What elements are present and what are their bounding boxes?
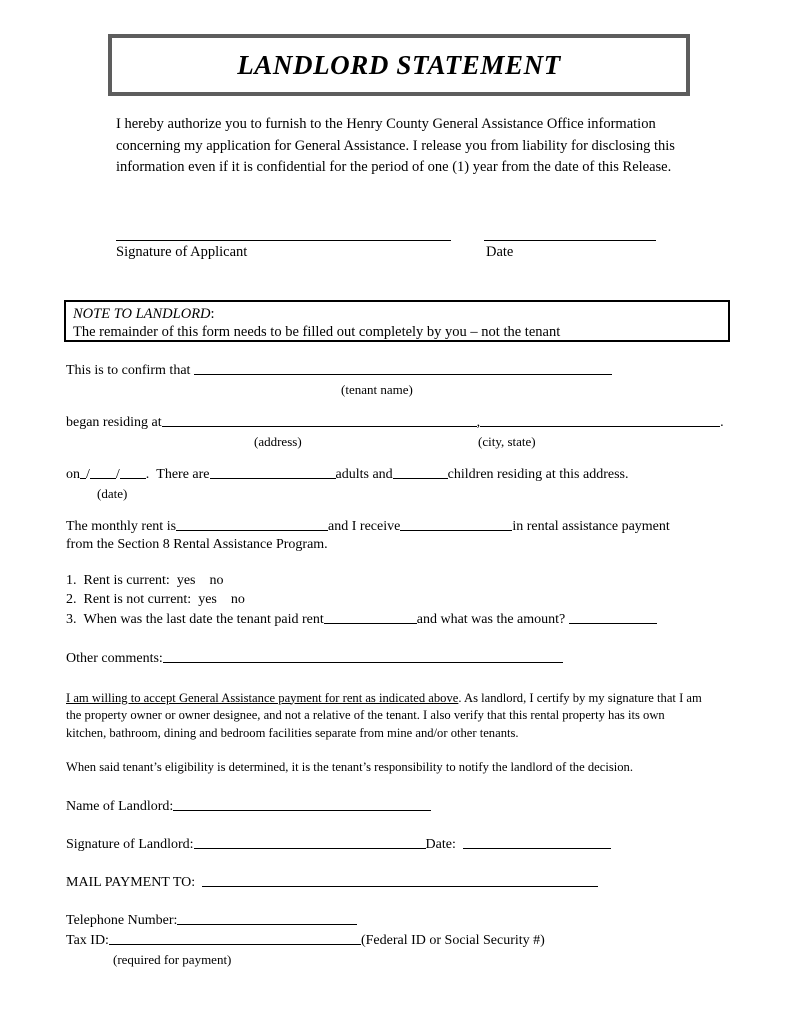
section8-row: [66, 536, 746, 554]
tenant-name-caption: (tenant name): [341, 382, 413, 397]
other-comments-row: [66, 648, 746, 668]
tax-id-input-line[interactable]: [109, 930, 361, 945]
date-occupants-row: [66, 464, 746, 484]
address-period: .: [720, 415, 724, 430]
telephone-input-line[interactable]: [177, 910, 357, 925]
address-comma: ,: [476, 415, 481, 430]
note-to-landlord-box: [64, 300, 730, 342]
question-1-number: 1.: [66, 573, 77, 588]
question-1-yes-option[interactable]: yes: [176, 573, 196, 588]
telephone-label: Telephone Number:: [66, 912, 178, 928]
other-comments-label: Other comments:: [66, 650, 163, 666]
tenant-name-caption-row: [66, 380, 746, 400]
certification-rest: . As landlord, I certify by my signature that I am the property owner or owner designee, and not a relative of the tenant. I also verify that this rental property has its own kitchen, bathroom, dining and bedroom facilities separate from mine and/or other tenants.: [66, 690, 702, 740]
date-slash-1: /: [86, 467, 90, 482]
tax-id-caption: (Federal ID or Social Security #): [360, 932, 545, 948]
address-captions-row: [66, 432, 746, 452]
other-comments-input-line[interactable]: [163, 648, 563, 663]
questions-list: [66, 572, 746, 630]
there-are-label: There are: [156, 467, 210, 482]
applicant-date-line[interactable]: [484, 240, 656, 241]
question-3-number: 3.: [66, 612, 77, 627]
landlord-signature-row: [66, 834, 746, 854]
question-row-2: [66, 591, 746, 610]
children-label: children residing at this address.: [447, 467, 629, 482]
question-2-yes-option[interactable]: yes: [198, 591, 217, 607]
note-heading: NOTE TO LANDLORD: [73, 306, 211, 322]
monthly-rent-input-line[interactable]: [176, 516, 328, 531]
landlord-signature-label: Signature of Landlord:: [66, 836, 194, 852]
adults-count-input-line[interactable]: [210, 464, 336, 479]
certification-underlined-sentence: I am willing to accept General Assistance payment for rent as indicated above: [66, 690, 459, 705]
question-row-1: [66, 572, 746, 591]
required-for-payment-caption: (required for payment): [113, 951, 232, 967]
date-day-input-line[interactable]: [90, 464, 116, 479]
note-heading-row: [73, 305, 728, 323]
landlord-date-input-line[interactable]: [463, 834, 611, 849]
applicant-signature-label: Signature of Applicant: [116, 244, 248, 260]
landlord-name-label: Name of Landlord:: [66, 798, 174, 814]
last-rent-amount-input-line[interactable]: [569, 609, 657, 624]
landlord-name-row: [66, 796, 746, 816]
telephone-row: [66, 910, 746, 930]
monthly-rent-row: [66, 516, 746, 536]
applicant-signature-line[interactable]: [116, 240, 451, 241]
certification-paragraph: [66, 690, 704, 743]
form-fields-area: [66, 360, 746, 968]
note-heading-suffix: :: [210, 306, 215, 322]
and-i-receive-label: and I receive: [328, 519, 401, 534]
question-1-no-option[interactable]: no: [209, 573, 224, 588]
mail-payment-label: MAIL PAYMENT TO:: [66, 874, 196, 890]
city-state-input-line[interactable]: [480, 412, 720, 427]
residing-row: [66, 412, 746, 432]
date-caption-row: [66, 484, 746, 504]
tenant-name-input-line[interactable]: [194, 360, 612, 375]
applicant-date-label: Date: [486, 244, 514, 260]
question-3-text: When was the last date the tenant paid rent: [83, 612, 324, 627]
page-title: LANDLORD STATEMENT: [237, 49, 561, 80]
tax-id-label: Tax ID:: [66, 932, 109, 948]
mail-payment-input-line[interactable]: [202, 872, 598, 887]
date-caption: (date): [97, 486, 128, 501]
adults-label: adults and: [335, 467, 393, 482]
date-year-input-line[interactable]: [120, 464, 146, 479]
rental-assistance-suffix-label: in rental assistance payment: [512, 519, 670, 534]
landlord-date-label: Date:: [425, 836, 456, 852]
question-row-3: [66, 609, 746, 630]
title-box: [108, 34, 690, 96]
question-3-mid-text: and what was the amount?: [416, 612, 566, 627]
eligibility-paragraph: When said tenant’s eligibility is determined, it is the tenant’s responsibility to notify the landlord of the decision.: [66, 760, 633, 774]
question-2-no-option[interactable]: no: [230, 591, 245, 607]
question-1-text: Rent is current:: [83, 573, 170, 588]
date-period: .: [145, 467, 150, 482]
children-count-input-line[interactable]: [393, 464, 448, 479]
question-2-number: 2.: [66, 591, 77, 607]
applicant-signature-row: [116, 228, 686, 268]
address-input-line[interactable]: [162, 412, 477, 427]
section8-label: from the Section 8 Rental Assistance Program.: [66, 537, 328, 552]
required-caption-row: [66, 950, 746, 968]
intro-paragraph: I hereby authorize you to furnish to the Henry County General Assistance Office information concerning my application for General Assistance. I release you from liability for disclosing this information even if it is confidential for the period of one (1) year from the date of this Release.: [116, 116, 675, 175]
address-caption: (address): [254, 434, 302, 449]
date-prefix-label: on: [66, 467, 80, 482]
question-2-text: Rent is not current:: [83, 591, 192, 607]
mail-payment-row: [66, 872, 746, 892]
tax-id-row: [66, 930, 746, 950]
residing-prefix-label: began residing at: [66, 415, 162, 430]
last-rent-date-input-line[interactable]: [324, 609, 417, 624]
rental-assistance-input-line[interactable]: [400, 516, 512, 531]
landlord-name-input-line[interactable]: [173, 796, 431, 811]
confirm-prefix-label: This is to confirm that: [66, 363, 191, 378]
city-state-caption: (city, state): [478, 434, 536, 449]
date-slash-2: /: [115, 467, 120, 482]
confirm-row: [66, 360, 746, 380]
landlord-signature-input-line[interactable]: [194, 834, 426, 849]
note-body: The remainder of this form needs to be filled out completely by you – not the tenant: [73, 324, 561, 340]
monthly-rent-prefix-label: The monthly rent is: [66, 519, 177, 534]
